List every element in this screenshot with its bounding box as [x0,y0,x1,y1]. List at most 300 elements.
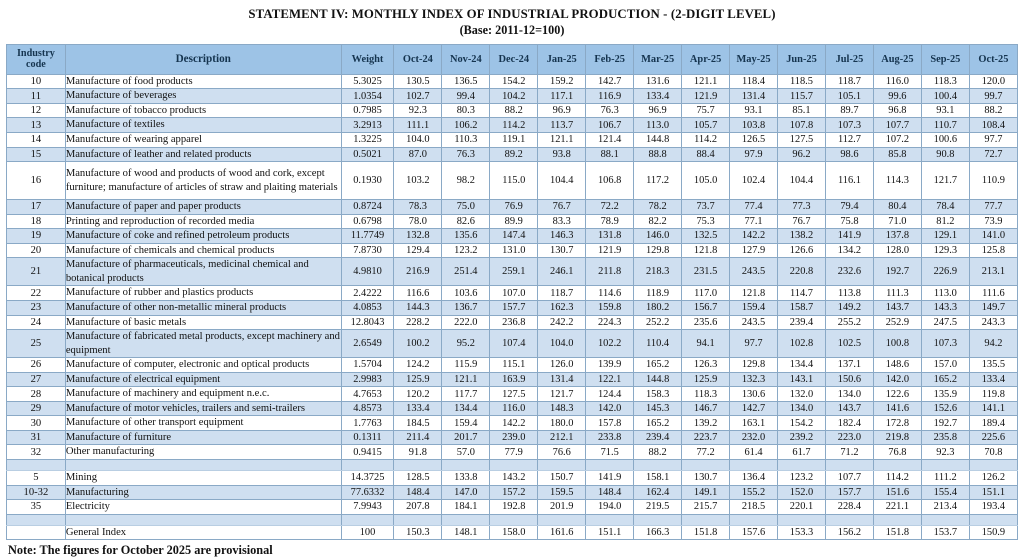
cell-index-value: 61.7 [778,445,826,460]
cell-weight: 3.2913 [341,118,394,133]
cell-index-value: 87.0 [394,147,442,162]
cell-index-value: 137.1 [825,358,873,373]
cell-index-value: 228.4 [825,500,873,515]
spacer-cell [778,514,826,525]
cell-index-value: 136.7 [442,300,490,315]
cell-index-value: 88.1 [586,147,634,162]
cell-weight: 1.0354 [341,89,394,104]
cell-description: Manufacture of textiles [65,118,341,133]
cell-description: Manufacture of wood and products of wood and cork, except furniture; manufacture of articles of straw and plaiting materials [65,162,341,200]
column-header-month-7: May-25 [730,44,778,74]
cell-weight: 2.9983 [341,372,394,387]
cell-index-value: 192.7 [873,258,921,286]
cell-industry-code: 10-32 [7,485,66,500]
cell-index-value: 129.3 [921,243,969,258]
cell-index-value: 104.2 [490,89,538,104]
cell-description: Manufacture of electrical equipment [65,372,341,387]
cell-index-value: 115.9 [442,358,490,373]
cell-index-value: 143.3 [921,300,969,315]
cell-index-value: 94.1 [682,330,730,358]
cell-index-value: 122.1 [586,372,634,387]
table-row [7,315,1018,330]
cell-index-value: 103.6 [442,286,490,301]
cell-index-value: 211.8 [586,258,634,286]
cell-description: Manufacture of leather and related products [65,147,341,162]
column-header-month-12: Oct-25 [969,44,1017,74]
cell-description: Manufacture of furniture [65,430,341,445]
cell-index-value: 151.1 [586,525,634,540]
cell-index-value: 123.2 [442,243,490,258]
cell-index-value: 158.7 [778,300,826,315]
cell-index-value: 239.4 [634,430,682,445]
cell-index-value: 99.6 [873,89,921,104]
cell-description: Manufacture of basic metals [65,315,341,330]
cell-index-value: 121.4 [586,133,634,148]
cell-index-value: 102.7 [394,89,442,104]
cell-industry-code: 26 [7,358,66,373]
spacer-cell [825,514,873,525]
cell-index-value: 107.7 [825,470,873,485]
cell-index-value: 71.2 [825,445,873,460]
column-header-month-8: Jun-25 [778,44,826,74]
cell-index-value: 149.1 [682,485,730,500]
spacer-cell [634,514,682,525]
cell-index-value: 119.8 [969,387,1017,402]
cell-index-value: 97.7 [969,133,1017,148]
column-header-month-5: Mar-25 [634,44,682,74]
cell-index-value: 221.1 [873,500,921,515]
cell-index-value: 125.8 [969,243,1017,258]
spacer-cell [538,459,586,470]
cell-index-value: 121.8 [682,243,730,258]
cell-index-value: 150.6 [825,372,873,387]
cell-index-value: 139.9 [586,358,634,373]
cell-index-value: 207.8 [394,500,442,515]
cell-index-value: 61.4 [730,445,778,460]
table-row [7,147,1018,162]
spacer-cell [682,459,730,470]
cell-index-value: 82.2 [634,214,682,229]
cell-index-value: 118.3 [682,387,730,402]
cell-index-value: 121.1 [442,372,490,387]
cell-index-value: 121.1 [538,133,586,148]
cell-index-value: 77.9 [490,445,538,460]
cell-industry-code: 12 [7,103,66,118]
cell-index-value: 114.7 [778,286,826,301]
cell-index-value: 103.8 [730,118,778,133]
cell-index-value: 102.5 [825,330,873,358]
cell-industry-code: 22 [7,286,66,301]
cell-index-value: 107.3 [921,330,969,358]
spacer-cell [7,514,66,525]
cell-index-value: 121.1 [682,74,730,89]
cell-index-value: 136.4 [730,470,778,485]
cell-index-value: 163.9 [490,372,538,387]
spacer-cell [586,459,634,470]
cell-description: Manufacture of other non-metallic mineral products [65,300,341,315]
cell-index-value: 137.8 [873,229,921,244]
cell-index-value: 144.8 [634,133,682,148]
cell-index-value: 71.5 [586,445,634,460]
table-row [7,358,1018,373]
cell-weight: 1.5704 [341,358,394,373]
cell-index-value: 107.0 [490,286,538,301]
cell-index-value: 155.2 [730,485,778,500]
cell-index-value: 134.0 [825,387,873,402]
cell-index-value: 159.4 [442,416,490,431]
title-block [0,0,1024,39]
spacer-cell [442,514,490,525]
cell-index-value: 96.9 [538,103,586,118]
cell-index-value: 149.7 [969,300,1017,315]
cell-index-value: 96.9 [634,103,682,118]
spacer-cell [65,459,341,470]
cell-index-value: 78.4 [921,200,969,215]
cell-index-value: 148.6 [873,358,921,373]
cell-description: Manufacture of rubber and plastics products [65,286,341,301]
cell-description: Manufacture of tobacco products [65,103,341,118]
cell-index-value: 75.3 [682,214,730,229]
cell-index-value: 118.5 [778,74,826,89]
cell-index-value: 78.2 [634,200,682,215]
table-spacer-row [7,514,1018,525]
cell-index-value: 146.3 [538,229,586,244]
cell-index-value: 252.9 [873,315,921,330]
cell-index-value: 113.8 [825,286,873,301]
cell-index-value: 156.7 [682,300,730,315]
cell-index-value: 93.8 [538,147,586,162]
table-row [7,485,1018,500]
cell-description: General Index [65,525,341,540]
cell-index-value: 105.0 [682,162,730,200]
cell-index-value: 76.3 [442,147,490,162]
cell-index-value: 80.3 [442,103,490,118]
cell-index-value: 159.4 [730,300,778,315]
cell-index-value: 85.1 [778,103,826,118]
column-header-month-3: Jan-25 [538,44,586,74]
cell-index-value: 239.4 [778,315,826,330]
cell-index-value: 78.9 [586,214,634,229]
cell-index-value: 161.6 [538,525,586,540]
cell-index-value: 100.2 [394,330,442,358]
cell-index-value: 83.3 [538,214,586,229]
cell-index-value: 162.3 [538,300,586,315]
table-row [7,74,1018,89]
cell-index-value: 131.8 [586,229,634,244]
page-subtitle: (Base: 2011-12=100) [459,22,565,37]
cell-index-value: 121.8 [730,286,778,301]
cell-index-value: 144.3 [394,300,442,315]
cell-industry-code: 21 [7,258,66,286]
cell-index-value: 126.0 [538,358,586,373]
cell-industry-code: 35 [7,500,66,515]
table-row [7,162,1018,200]
cell-index-value: 147.0 [442,485,490,500]
cell-weight: 4.8573 [341,401,394,416]
cell-weight: 4.9810 [341,258,394,286]
cell-description: Manufacture of computer, electronic and optical products [65,358,341,373]
cell-index-value: 132.3 [730,372,778,387]
page-title: STATEMENT IV: MONTHLY INDEX OF INDUSTRIAL PRODUCTION - (2-DIGIT LEVEL) [248,7,776,21]
cell-index-value: 94.2 [969,330,1017,358]
spacer-cell [341,514,394,525]
cell-weight: 7.8730 [341,243,394,258]
cell-index-value: 73.7 [682,200,730,215]
cell-index-value: 77.2 [682,445,730,460]
table-row [7,229,1018,244]
cell-index-value: 105.1 [825,89,873,104]
cell-index-value: 165.2 [921,372,969,387]
cell-index-value: 76.9 [490,200,538,215]
cell-index-value: 100.6 [921,133,969,148]
column-header-month-10: Aug-25 [873,44,921,74]
cell-index-value: 165.2 [634,416,682,431]
table-row [7,103,1018,118]
cell-index-value: 180.2 [634,300,682,315]
cell-index-value: 166.3 [634,525,682,540]
cell-index-value: 75.8 [825,214,873,229]
spacer-cell [825,459,873,470]
cell-index-value: 102.2 [586,330,634,358]
cell-industry-code: 28 [7,387,66,402]
cell-weight: 5.3025 [341,74,394,89]
cell-description: Electricity [65,500,341,515]
spacer-cell [921,514,969,525]
cell-index-value: 151.8 [682,525,730,540]
cell-weight: 4.7653 [341,387,394,402]
cell-index-value: 79.4 [825,200,873,215]
cell-index-value: 95.2 [442,330,490,358]
cell-index-value: 218.5 [730,500,778,515]
cell-industry-code: 17 [7,200,66,215]
cell-index-value: 157.6 [730,525,778,540]
cell-index-value: 92.3 [921,445,969,460]
footnote: Note: The figures for October 2025 are provisional [8,543,273,558]
cell-description: Mining [65,470,341,485]
cell-index-value: 89.2 [490,147,538,162]
cell-description: Manufacture of chemicals and chemical products [65,243,341,258]
cell-description: Manufacture of fabricated metal products, except machinery and equipment [65,330,341,358]
cell-index-value: 100.8 [873,330,921,358]
table-row [7,330,1018,358]
cell-index-value: 99.7 [969,89,1017,104]
cell-index-value: 129.4 [394,243,442,258]
cell-index-value: 57.0 [442,445,490,460]
cell-index-value: 77.7 [969,200,1017,215]
cell-index-value: 220.1 [778,500,826,515]
cell-index-value: 231.5 [682,258,730,286]
cell-description: Manufacture of other transport equipment [65,416,341,431]
cell-index-value: 163.1 [730,416,778,431]
cell-index-value: 224.3 [586,315,634,330]
column-header-month-6: Apr-25 [682,44,730,74]
cell-index-value: 151.8 [873,525,921,540]
cell-index-value: 124.2 [394,358,442,373]
cell-index-value: 154.2 [490,74,538,89]
column-header-weight: Weight [341,44,394,74]
cell-index-value: 215.7 [682,500,730,515]
spacer-cell [65,514,341,525]
cell-index-value: 130.5 [394,74,442,89]
cell-index-value: 235.8 [921,430,969,445]
cell-index-value: 77.4 [730,200,778,215]
cell-index-value: 158.0 [490,525,538,540]
cell-industry-code: 10 [7,74,66,89]
cell-weight: 0.7985 [341,103,394,118]
cell-index-value: 96.2 [778,147,826,162]
cell-index-value: 77.3 [778,200,826,215]
cell-index-value: 117.1 [538,89,586,104]
cell-index-value: 158.3 [634,387,682,402]
table-row [7,300,1018,315]
cell-industry-code: 25 [7,330,66,358]
cell-index-value: 131.0 [490,243,538,258]
table-row [7,401,1018,416]
cell-index-value: 130.7 [538,243,586,258]
cell-index-value: 192.8 [490,500,538,515]
cell-index-value: 110.4 [634,330,682,358]
table-row [7,470,1018,485]
cell-weight: 14.3725 [341,470,394,485]
cell-index-value: 135.6 [442,229,490,244]
cell-index-value: 93.1 [730,103,778,118]
cell-index-value: 119.1 [490,133,538,148]
cell-index-value: 189.4 [969,416,1017,431]
cell-index-value: 150.7 [538,470,586,485]
cell-industry-code: 20 [7,243,66,258]
spacer-cell [490,459,538,470]
spacer-cell [969,514,1017,525]
spacer-cell [394,514,442,525]
cell-index-value: 104.0 [538,330,586,358]
cell-index-value: 88.8 [634,147,682,162]
cell-index-value: 76.7 [778,214,826,229]
cell-index-value: 105.7 [682,118,730,133]
column-header-month-11: Sep-25 [921,44,969,74]
cell-weight: 0.1311 [341,430,394,445]
cell-index-value: 223.7 [682,430,730,445]
cell-index-value: 110.3 [442,133,490,148]
cell-index-value: 131.4 [730,89,778,104]
cell-index-value: 82.6 [442,214,490,229]
cell-index-value: 126.3 [682,358,730,373]
spacer-cell [7,459,66,470]
cell-index-value: 118.9 [634,286,682,301]
cell-index-value: 182.4 [825,416,873,431]
table-row [7,372,1018,387]
cell-index-value: 184.5 [394,416,442,431]
cell-index-value: 107.7 [873,118,921,133]
cell-industry-code [7,525,66,540]
cell-index-value: 78.3 [394,200,442,215]
cell-index-value: 152.6 [921,401,969,416]
cell-industry-code: 23 [7,300,66,315]
cell-index-value: 141.6 [873,401,921,416]
cell-index-value: 153.7 [921,525,969,540]
cell-index-value: 165.2 [634,358,682,373]
cell-index-value: 93.1 [921,103,969,118]
cell-index-value: 124.4 [586,387,634,402]
cell-index-value: 145.3 [634,401,682,416]
cell-weight: 1.7763 [341,416,394,431]
cell-industry-code: 5 [7,470,66,485]
cell-index-value: 141.9 [825,229,873,244]
cell-weight: 12.8043 [341,315,394,330]
cell-index-value: 220.8 [778,258,826,286]
cell-index-value: 151.1 [969,485,1017,500]
cell-index-value: 142.2 [730,229,778,244]
cell-index-value: 88.2 [490,103,538,118]
cell-index-value: 102.8 [778,330,826,358]
column-header-month-9: Jul-25 [825,44,873,74]
cell-industry-code: 16 [7,162,66,200]
cell-index-value: 111.1 [394,118,442,133]
cell-index-value: 120.2 [394,387,442,402]
cell-index-value: 88.2 [969,103,1017,118]
cell-index-value: 223.0 [825,430,873,445]
cell-index-value: 247.5 [921,315,969,330]
cell-weight: 0.9415 [341,445,394,460]
table-row [7,430,1018,445]
spacer-cell [873,514,921,525]
cell-index-value: 128.5 [394,470,442,485]
cell-index-value: 157.8 [586,416,634,431]
spacer-cell [634,459,682,470]
cell-index-value: 213.1 [969,258,1017,286]
cell-industry-code: 32 [7,445,66,460]
cell-index-value: 127.5 [490,387,538,402]
cell-index-value: 143.7 [825,401,873,416]
spacer-cell [682,514,730,525]
cell-description: Manufacture of paper and paper products [65,200,341,215]
cell-index-value: 130.6 [730,387,778,402]
cell-description: Manufacture of coke and refined petroleum products [65,229,341,244]
cell-index-value: 117.7 [442,387,490,402]
cell-index-value: 135.5 [969,358,1017,373]
cell-index-value: 211.4 [394,430,442,445]
cell-index-value: 116.1 [825,162,873,200]
spacer-cell [341,459,394,470]
cell-index-value: 141.0 [969,229,1017,244]
cell-index-value: 133.4 [394,401,442,416]
cell-index-value: 157.7 [825,485,873,500]
cell-industry-code: 15 [7,147,66,162]
column-header-month-4: Feb-25 [586,44,634,74]
cell-index-value: 159.5 [538,485,586,500]
cell-index-value: 143.1 [778,372,826,387]
cell-index-value: 115.7 [778,89,826,104]
cell-index-value: 89.7 [825,103,873,118]
cell-weight: 11.7749 [341,229,394,244]
cell-index-value: 134.4 [778,358,826,373]
table-header [7,44,1018,74]
table-row [7,118,1018,133]
cell-index-value: 218.3 [634,258,682,286]
cell-index-value: 125.9 [682,372,730,387]
cell-index-value: 131.4 [538,372,586,387]
cell-index-value: 152.0 [778,485,826,500]
cell-description: Manufacturing [65,485,341,500]
cell-index-value: 139.2 [682,416,730,431]
cell-index-value: 150.3 [394,525,442,540]
cell-index-value: 148.4 [586,485,634,500]
cell-index-value: 116.0 [490,401,538,416]
cell-index-value: 117.2 [634,162,682,200]
cell-index-value: 136.5 [442,74,490,89]
cell-index-value: 113.0 [634,118,682,133]
header-row [7,44,1018,74]
cell-weight: 0.1930 [341,162,394,200]
